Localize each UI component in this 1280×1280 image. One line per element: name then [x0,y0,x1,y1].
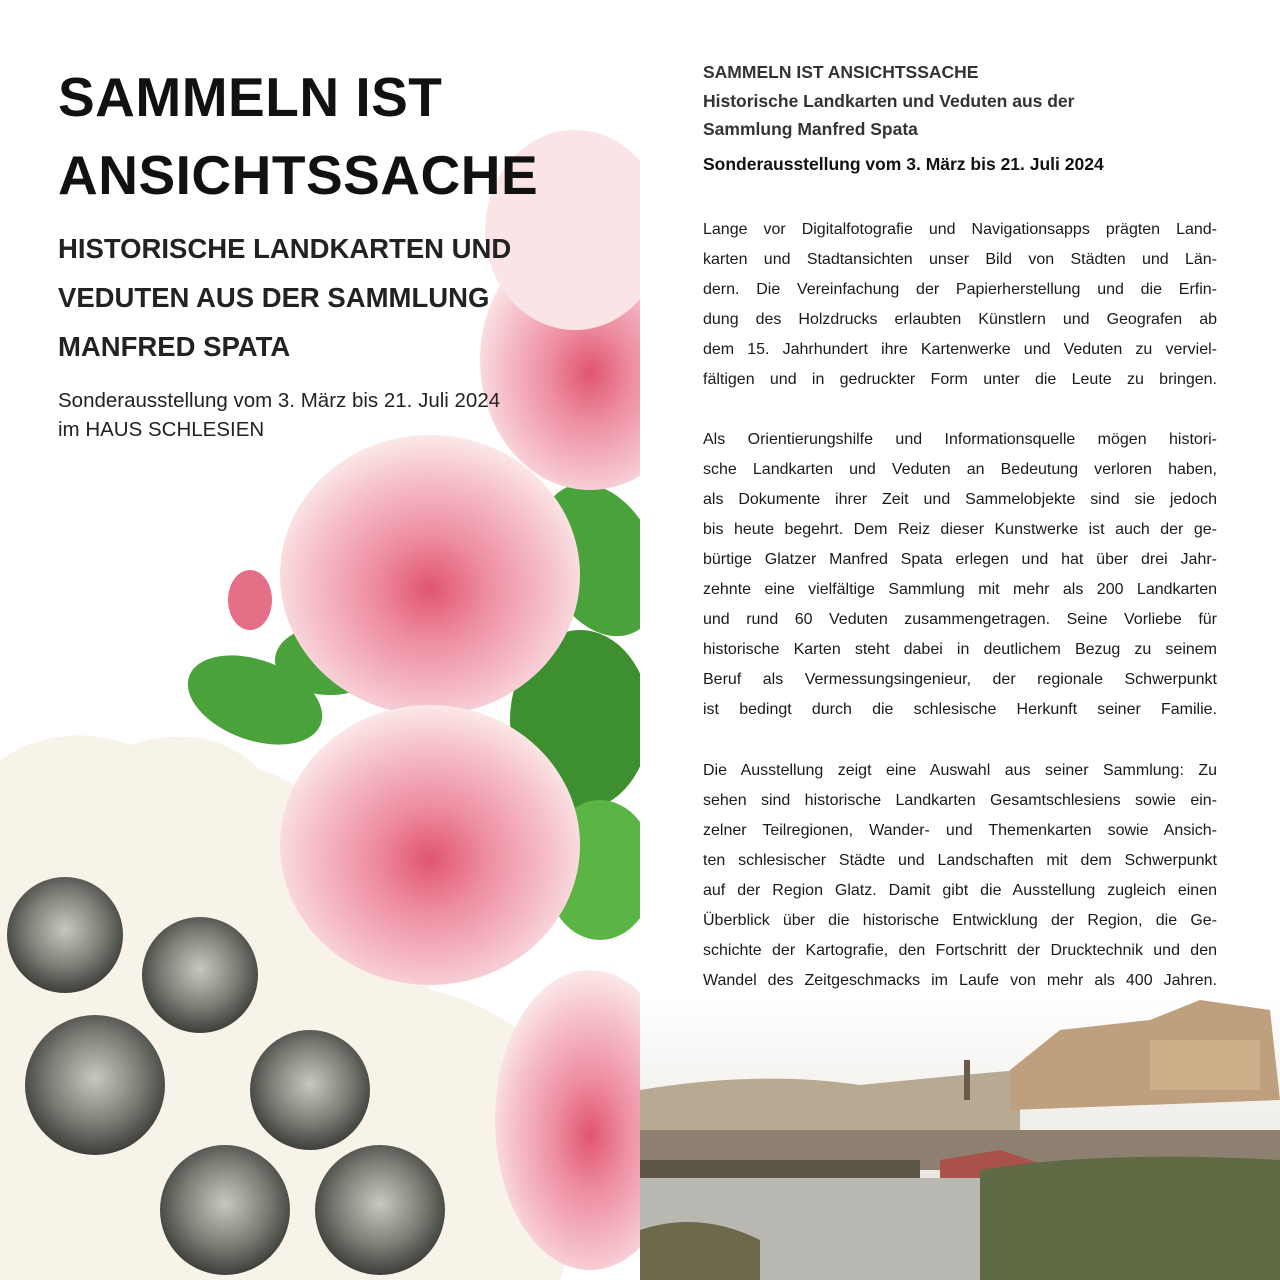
exhibition-dates: Sonderausstellung vom 3. März bis 21. Juli 2024 [703,154,1104,174]
header-line: SAMMELN IST ANSICHTSSACHE [703,62,979,82]
paragraph-3 [703,756,1217,996]
right-header [703,58,1074,144]
paragraph-line: Überblick über die historische Entwicklung der Region, die Ge- [703,912,1217,929]
title-line: SAMMELN IST [58,66,443,128]
paragraph-line: schichte der Kartografie, den Fortschritt der Drucktechnik und den [703,942,1217,959]
paragraph-line: karten und Stadtansichten unser Bild von Städten und Län- [703,251,1217,268]
paragraph-line: Als Orientierungshilfe und Informationsquelle mögen histori- [703,431,1217,448]
dates-line: Sonderausstellung vom 3. März bis 21. Juli 2024 [58,389,501,412]
paragraph-line: dem 15. Jahrhundert ihre Kartenwerke und Veduten zu verviel- [703,341,1217,358]
header-line: Historische Landkarten und Veduten aus der [703,90,1075,111]
paragraph-line: dern. Die Vereinfachung der Papierherstellung und die Erfin- [703,281,1217,298]
cover-subtitle [58,224,511,371]
subtitle-line: VEDUTEN AUS DER SAMMLUNG [58,282,490,313]
header-line: Sammlung Manfred Spata [703,119,918,139]
paragraph-line: ist bedingt durch die schlesische Herkunft seiner Familie. [703,701,1217,718]
paragraph-line: und rund 60 Veduten zusammengetragen. Seine Vorliebe für [703,611,1217,628]
paragraph-line: als Dokumente ihrer Zeit und Sammelobjekte sind sie jedoch [703,491,1217,508]
paragraph-line: dung des Holzdrucks erlaubten Künstlern und Geografen ab [703,311,1217,328]
town-view [640,1000,1280,1280]
paragraph-1 [703,215,1217,395]
paragraph-line: auf der Region Glatz. Damit gibt die Ausstellung zugleich einen [703,882,1217,899]
paragraph-line: Wandel des Zeitgeschmacks im Laufe von mehr als 400 Jahren. [703,972,1217,989]
paragraph-line: ten schlesischer Städte und Landschaften mit dem Schwerpunkt [703,852,1217,869]
paragraph-line: Lange vor Digitalfotografie und Navigationsapps prägten Land- [703,221,1217,238]
paragraph-line: Beruf als Vermessungsingenieur, der regionale Schwerpunkt [703,671,1217,688]
paragraph-line: bürtige Glatzer Manfred Spata erlegen und hat über drei Jahr- [703,551,1217,568]
paragraph-line: zelner Teilregionen, Wander- und Themenkarten sowie Ansich- [703,822,1217,839]
paragraph-line: Die Ausstellung zeigt eine Auswahl aus seiner Sammlung: Zu [703,762,1217,779]
paragraph-line: sehen sind historische Landkarten Gesamtschlesiens sowie ein- [703,792,1217,809]
paragraph-line: bis heute begehrt. Dem Reiz dieser Kunstwerke ist auch der ge- [703,521,1217,538]
paragraph-line: sche Landkarten und Veduten an Bedeutung verloren haben, [703,461,1217,478]
cover-dates [58,386,500,444]
venue-line: im HAUS SCHLESIEN [58,418,265,441]
title-line: ANSICHTSSACHE [58,144,539,206]
paragraph-line: historische Karten steht dabei in deutlichem Bezug zu seinem [703,641,1217,658]
paragraph-line: fältigen und in gedruckter Form unter die Leute zu bringen. [703,371,1217,388]
subtitle-line: HISTORISCHE LANDKARTEN UND [58,233,512,264]
cover-title [58,58,538,214]
paragraph-line: zehnte eine vielfältige Sammlung mit mehr als 200 Landkarten [703,581,1217,598]
subtitle-line: MANFRED SPATA [58,331,291,362]
paragraph-2 [703,425,1217,725]
